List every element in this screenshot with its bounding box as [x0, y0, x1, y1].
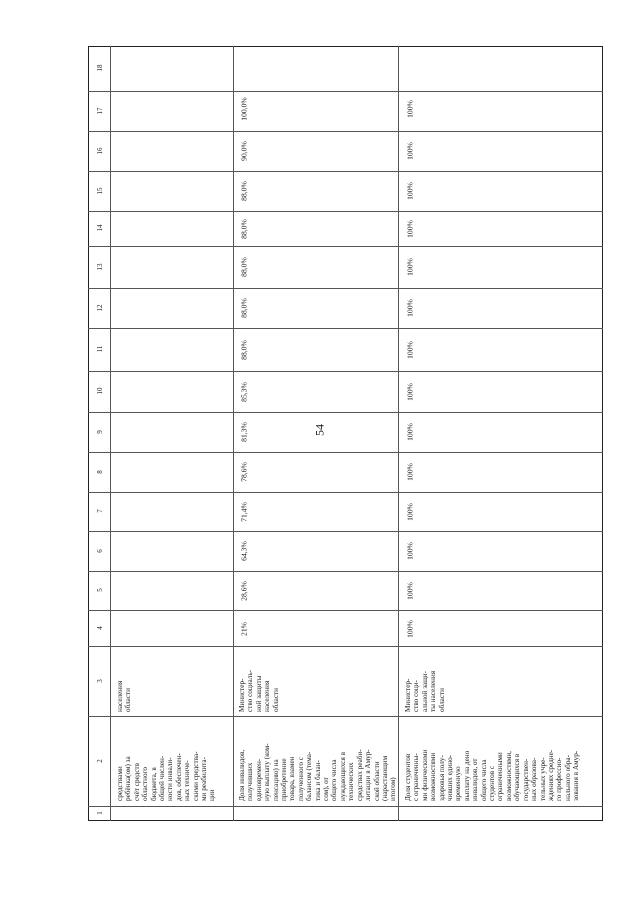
separator-row-1 [233, 46, 234, 821]
col-number-11: 11 [96, 345, 104, 353]
col-separator [88, 288, 603, 289]
row2-value-col14: 88,0% [239, 257, 249, 277]
row3-value-col17: 100% [405, 142, 415, 160]
col-number-15: 15 [96, 187, 104, 195]
col-separator [88, 91, 603, 92]
row3-value-col11: 100% [405, 383, 415, 401]
col-separator [88, 610, 603, 611]
col-number-2: 2 [96, 759, 104, 763]
row2-value-col10: 81,3% [239, 422, 249, 442]
row2-value-col12: 88,0% [239, 340, 249, 360]
row3-value-col16: 100% [405, 182, 415, 200]
table-border-left [88, 46, 89, 821]
page-number: 54 [312, 424, 327, 436]
col-separator [88, 171, 603, 172]
separator-header-strip [110, 46, 111, 821]
row2-value-col13: 88,0% [239, 298, 249, 318]
row3-indicator: Доля студентов с ограниченны- ми физическими возможностями здоровья полу- чивших едино- временную выплату на дено инвалидов, от общего числа студентов с ограниченными возможностями, обучающихся в государствен- ных образова- тельных учре- ждениях средне- го профессио- нального обра- зования в Амур- [404, 749, 581, 801]
col-separator [88, 246, 603, 247]
row2-value-col8: 71,4% [239, 502, 249, 522]
row2-value-col15: 88,0% [239, 219, 249, 239]
row3-value-col18: 100% [405, 100, 415, 118]
row2-value-col9: 78,6% [239, 462, 249, 482]
col-number-4: 4 [96, 626, 104, 630]
col-number-5: 5 [96, 588, 104, 592]
row3-value-col9: 100% [405, 463, 415, 481]
col-separator [88, 571, 603, 572]
row3-value-col8: 100% [405, 503, 415, 521]
col-number-6: 6 [96, 549, 104, 553]
row3-value-col10: 100% [405, 423, 415, 441]
col-separator [88, 716, 603, 717]
col-number-16: 16 [96, 147, 104, 155]
col-number-10: 10 [96, 387, 104, 395]
col-separator [88, 131, 603, 132]
row3-value-col14: 100% [405, 258, 415, 276]
col-number-14: 14 [96, 224, 104, 232]
table [88, 46, 603, 821]
col-separator [88, 492, 603, 493]
col-separator [88, 806, 603, 807]
row3-value-col6: 100% [405, 582, 415, 600]
col-separator [88, 646, 603, 647]
col-number-9: 9 [96, 430, 104, 434]
row3-value-col5: 100% [405, 620, 415, 638]
row2-value-col18: 100,0% [239, 97, 249, 121]
row1-indicator: средствами ребёнка(ом) за счёт средств областного бюджета, в общей числен- ности инвали- дов, обеспечен- ных техниче- скими средства- ми реабилита- ции [116, 751, 217, 801]
col-separator [88, 412, 603, 413]
col-number-13: 13 [96, 263, 104, 271]
col-separator [88, 531, 603, 532]
row3-value-col13: 100% [405, 299, 415, 317]
col-number-18: 18 [96, 64, 104, 72]
row2-value-col16: 88,0% [239, 181, 249, 201]
col-number-17: 17 [96, 107, 104, 115]
row2-value-col5: 21% [239, 622, 249, 636]
col-separator [88, 452, 603, 453]
row3-value-col7: 100% [405, 542, 415, 560]
row2-value-col7: 64,3% [239, 541, 249, 561]
col-number-12: 12 [96, 304, 104, 312]
col-number-1: 1 [96, 811, 104, 815]
row2-executor: Министер- ство социаль- ной защиты населения области [238, 669, 280, 712]
row2-indicator: Доля инвалидов, получивших единовремен- ную выплату (ком- пенсацию) на приобретение товара, взамен полученного с балансом (тема- тика и балан- сом), от общего числа нуждающихся в технических средствах реаби- литации в Амур- ской области (нарастающим итогом) [238, 743, 398, 801]
row3-value-col12: 100% [405, 341, 415, 359]
col-number-3: 3 [96, 679, 104, 683]
col-separator [88, 211, 603, 212]
separator-row-2 [398, 46, 399, 821]
row2-value-col11: 85,3% [239, 382, 249, 402]
row3-value-col15: 100% [405, 220, 415, 238]
col-separator [88, 328, 603, 329]
col-separator [88, 371, 603, 372]
col-number-8: 8 [96, 470, 104, 474]
table-border-right [602, 46, 603, 821]
row2-value-col6: 28,6% [239, 581, 249, 601]
row1-executor: населения области [116, 680, 133, 712]
table-border-top [88, 46, 603, 47]
row2-value-col17: 90,0% [239, 141, 249, 161]
table-border-bottom [88, 820, 603, 821]
row3-executor: Министер- ство соци- альной защи- ты населения области [404, 670, 446, 712]
col-number-7: 7 [96, 509, 104, 513]
